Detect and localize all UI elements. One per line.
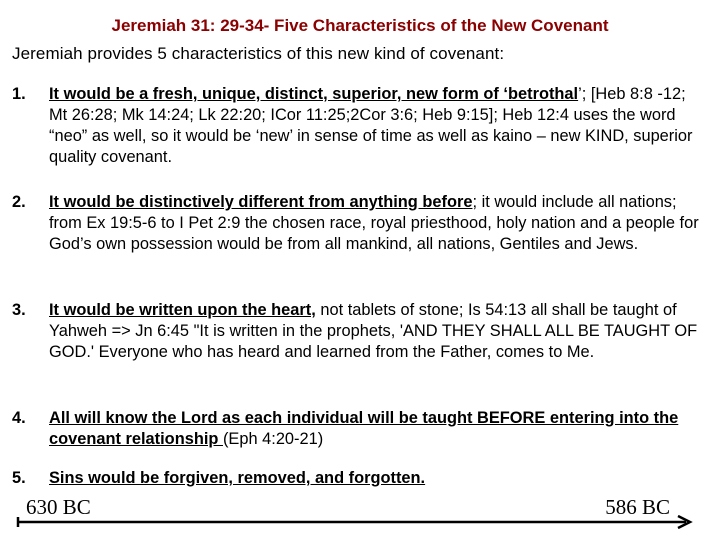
point-2 xyxy=(12,192,702,255)
point-1 xyxy=(12,84,702,168)
point-3 xyxy=(12,300,702,363)
point-lead: It would be distinctively different from anything before xyxy=(49,193,473,211)
timeline xyxy=(16,495,700,525)
point-4 xyxy=(12,408,702,450)
slide-title: Jeremiah 31: 29-34- Five Characteristics of the New Covenant xyxy=(111,16,609,35)
point-detail: ’; [Heb 8:8 -12; Mt 26:28; Mk 14:24; Lk 22:20; ICor 11:25;2Cor 3:6; Heb 9:15]; Heb 12:4 uses the word “neo” as well, so it would be ‘new’ in sense of time as well as kaino – new KIND, superior quality covenant. xyxy=(49,85,693,166)
point-lead: It would be a fresh, unique, distinct, superior, new form of ‘betrothal xyxy=(49,85,579,103)
point-5 xyxy=(12,468,702,489)
point-number: 3. xyxy=(12,301,26,319)
point-detail: (Eph 4:20-21) xyxy=(222,430,324,448)
point-lead: Sins would be forgiven, removed, and forgotten. xyxy=(49,469,426,487)
point-detail: not tablets of stone; Is 54:13 all shall be taught of Yahweh => Jn 6:45 "It is written in the prophets, 'AND THEY SHALL ALL BE TAUGHT OF GOD.' Everyone who has heard and learned from the Father, comes to Me. xyxy=(49,301,698,361)
point-number: 4. xyxy=(12,409,26,427)
timeline-start-label: 630 BC xyxy=(26,495,91,519)
point-detail: ; it would include all nations; from Ex 19:5-6 to I Pet 2:9 the chosen race, royal priesthood, holy nation and a people for God’s own possession would be from all mankind, all nations, Gentiles and Jews. xyxy=(49,193,699,253)
point-lead: All will know the Lord as each individual will be taught BEFORE entering into the covenant relationship xyxy=(49,409,679,448)
point-number: 5. xyxy=(12,469,26,487)
point-number: 1. xyxy=(12,85,26,103)
point-lead: It would be written upon the heart, xyxy=(49,301,316,319)
timeline-end-label: 586 BC xyxy=(605,495,670,519)
point-number: 2. xyxy=(12,193,26,211)
intro-text: Jeremiah provides 5 characteristics of this new kind of covenant: xyxy=(12,44,505,63)
timeline-arrow xyxy=(16,515,700,529)
